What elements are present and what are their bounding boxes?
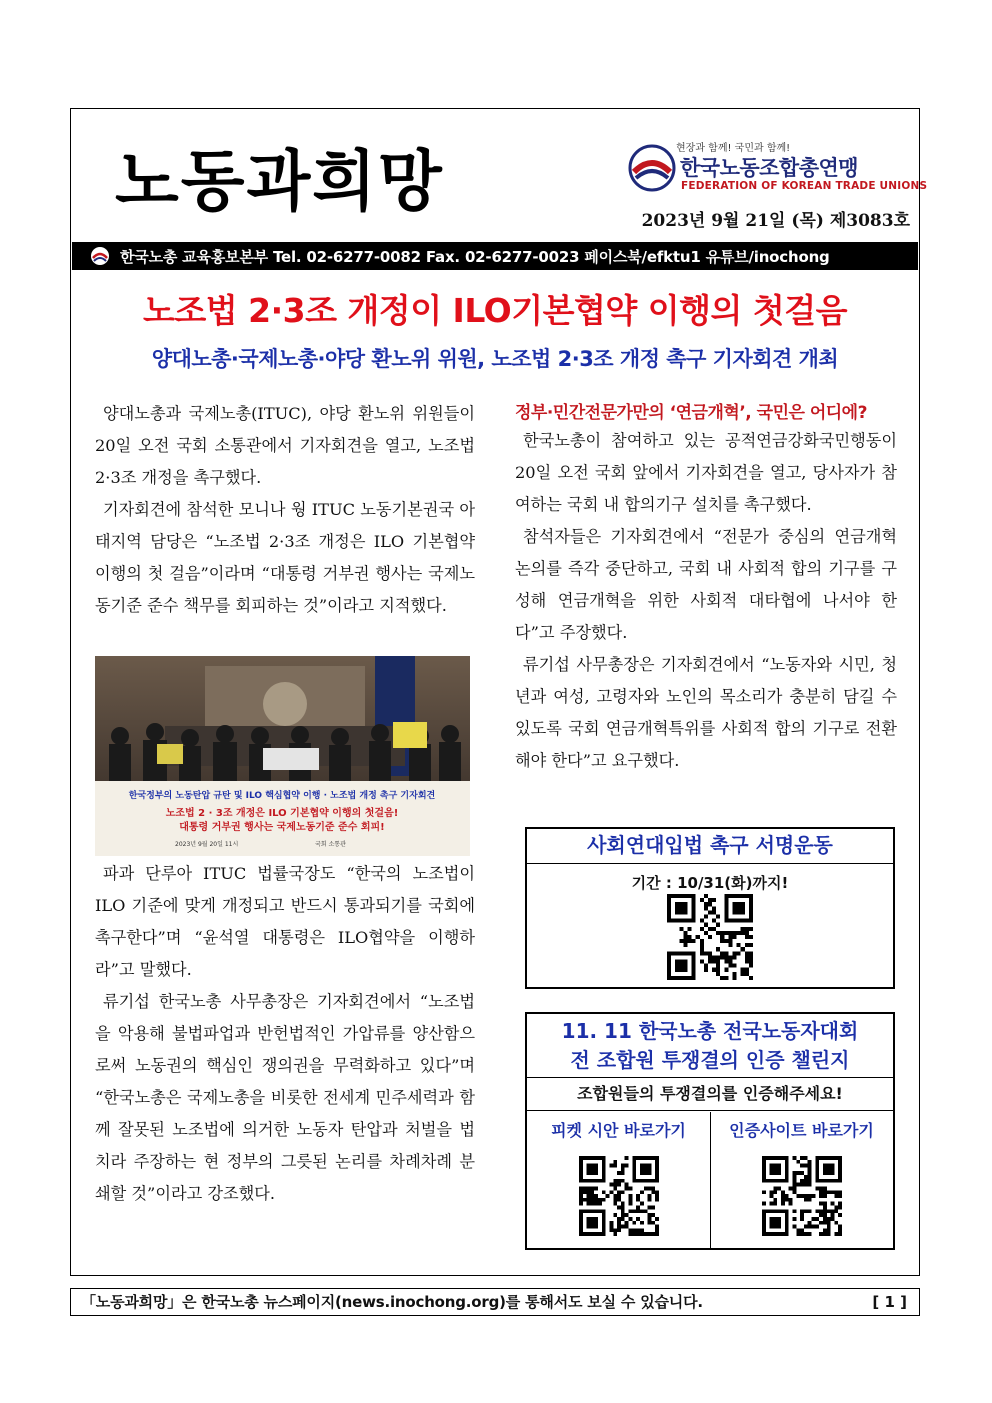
article-column-left — [95, 398, 475, 622]
challenge-title — [527, 1014, 893, 1078]
org-name-english: FEDERATION OF KOREAN TRADE UNIONS — [681, 180, 928, 192]
challenge-subtitle: 조합원들의 투쟁결의를 인증해주세요! — [527, 1078, 893, 1111]
picket-qr-icon[interactable] — [579, 1156, 659, 1240]
challenge-title-line2: 전 조합원 투쟁결의 인증 챌린지 — [570, 1048, 850, 1072]
footer-text: 「노동과희망」은 한국노총 뉴스페이지(news.inochong.org)를 통해서도 보실 수 있습니다. — [81, 1293, 703, 1311]
article-column-left-continued — [95, 858, 475, 1210]
side-article-paragraph: 류기섭 사무총장은 기자회견에서 “노동자와 시민, 청년과 여성, 고령자와 노인의 목소리가 충분히 담길 수 있도록 국회 연금개혁특위를 사회적 합의 기구로 전환해야 한다”고 요구했다. — [515, 655, 897, 770]
photo-banner-line1: 노조법 2 · 3조 개정은 ILO 기본협약 이행의 첫걸음! — [165, 808, 399, 819]
photo-banner-title: 한국정부의 노동탄압 규탄 및 ILO 핵심협약 이행 · 노조법 개정 촉구 기자회견 — [128, 791, 436, 801]
verify-link-panel[interactable] — [710, 1112, 893, 1248]
article-paragraph: 양대노총과 국제노총(ITUC), 야당 환노위 위원들이 20일 오전 국회 소통관에서 기자회견을 열고, 노조법 2·3조 개정을 촉구했다. — [95, 404, 475, 487]
fkut-small-logo-icon — [90, 246, 110, 266]
press-conference-photo — [95, 656, 470, 856]
article-paragraph: 기자회견에 참석한 모니나 웡 ITUC 노동기본권국 아태지역 담당은 “노조법 2·3조 개정은 ILO 기본협약 이행의 첫 걸음”이라며 “대통령 거부권 행사는 국제노동기준 준수 책무를 회피하는 것”이라고 지적했다. — [95, 500, 475, 615]
page-number: [ 1 ] — [872, 1293, 907, 1311]
petition-box — [525, 827, 895, 989]
side-article-paragraph: 참석자들은 기자회견에서 “전문가 중심의 연금개혁 논의를 즉각 중단하고, 국회 내 사회적 합의 기구를 구성해 연금개혁을 위한 사회적 대타협에 나서야 한다”고 주장했다. — [515, 527, 897, 642]
article-paragraph: 파과 단루아 ITUC 법률국장도 “한국의 노조법이 ILO 기준에 맞게 개정되고 반드시 통과되기를 국회에 촉구한다”며 “윤석열 대통령은 ILO협약을 이행하라”고 말했다. — [95, 864, 475, 979]
org-slogan: 현장과 함께! 국민과 함께! — [676, 143, 791, 154]
photo-banner-date: 2023년 9월 20일 11시 — [175, 841, 239, 848]
picket-link-panel[interactable] — [527, 1112, 711, 1248]
verify-qr-icon[interactable] — [762, 1156, 842, 1240]
petition-title: 사회연대입법 촉구 서명운동 — [527, 829, 893, 864]
contact-info: 한국노총 교육홍보본부 Tel. 02-6277-0082 Fax. 02-6277-0023 페이스북/efktu1 유튜브/inochong — [120, 248, 830, 266]
masthead-title: 노동과희망 — [115, 142, 444, 220]
footer — [70, 1288, 920, 1316]
side-article — [515, 398, 897, 777]
petition-qr-icon[interactable] — [667, 894, 753, 984]
side-article-title: 정부·민간전문가만의 ‘연금개혁’, 국민은 어디에? — [515, 403, 867, 423]
article-paragraph: 류기섭 한국노총 사무총장은 기자회견에서 “노조법을 악용해 불법파업과 반헌법적인 가압류를 양산함으로써 노동권의 핵심인 쟁의권을 무력화하고 있다”며 “한국노총은 국제노총을 비롯한 전세계 민주세력과 함께 잘못된 노조법에 의거한 노동자 탄압과 처벌을 법치라 주장하는 현 정부의 그릇된 논리를 차례차례 분쇄할 것”이라고 강조했다. — [95, 992, 475, 1203]
challenge-box — [525, 1012, 895, 1250]
photo-banner-place: 국회 소통관 — [315, 841, 346, 848]
challenge-title-line1: 11. 11 한국노총 전국노동자대회 — [561, 1019, 859, 1043]
subheadline: 양대노총·국제노총·야당 환노위 위원, 노조법 2·3조 개정 촉구 기자회견 개최 — [151, 347, 839, 371]
org-name: 한국노동조합총연맹 — [680, 156, 859, 180]
side-article-paragraph: 한국노총이 참여하고 있는 공적연금강화국민행동이 20일 오전 국회 앞에서 기자회견을 열고, 당사자가 참여하는 국회 내 합의기구 설치를 촉구했다. — [515, 431, 897, 514]
picket-link-label[interactable]: 피켓 시안 바로가기 — [551, 1121, 686, 1140]
contact-bar — [72, 242, 918, 270]
verify-link-label[interactable]: 인증사이트 바로가기 — [729, 1121, 874, 1140]
photo-banner-line2: 대통령 거부권 행사는 국제노동기준 준수 회피! — [179, 822, 385, 833]
issue-date: 2023년 9월 21일 (목) 제3083호 — [641, 211, 910, 231]
headline: 노조법 2·3조 개정이 ILO기본협약 이행의 첫걸음 — [142, 291, 847, 330]
fkut-logo-icon — [626, 142, 678, 194]
petition-period: 기간 : 10/31(화)까지! — [631, 874, 789, 892]
